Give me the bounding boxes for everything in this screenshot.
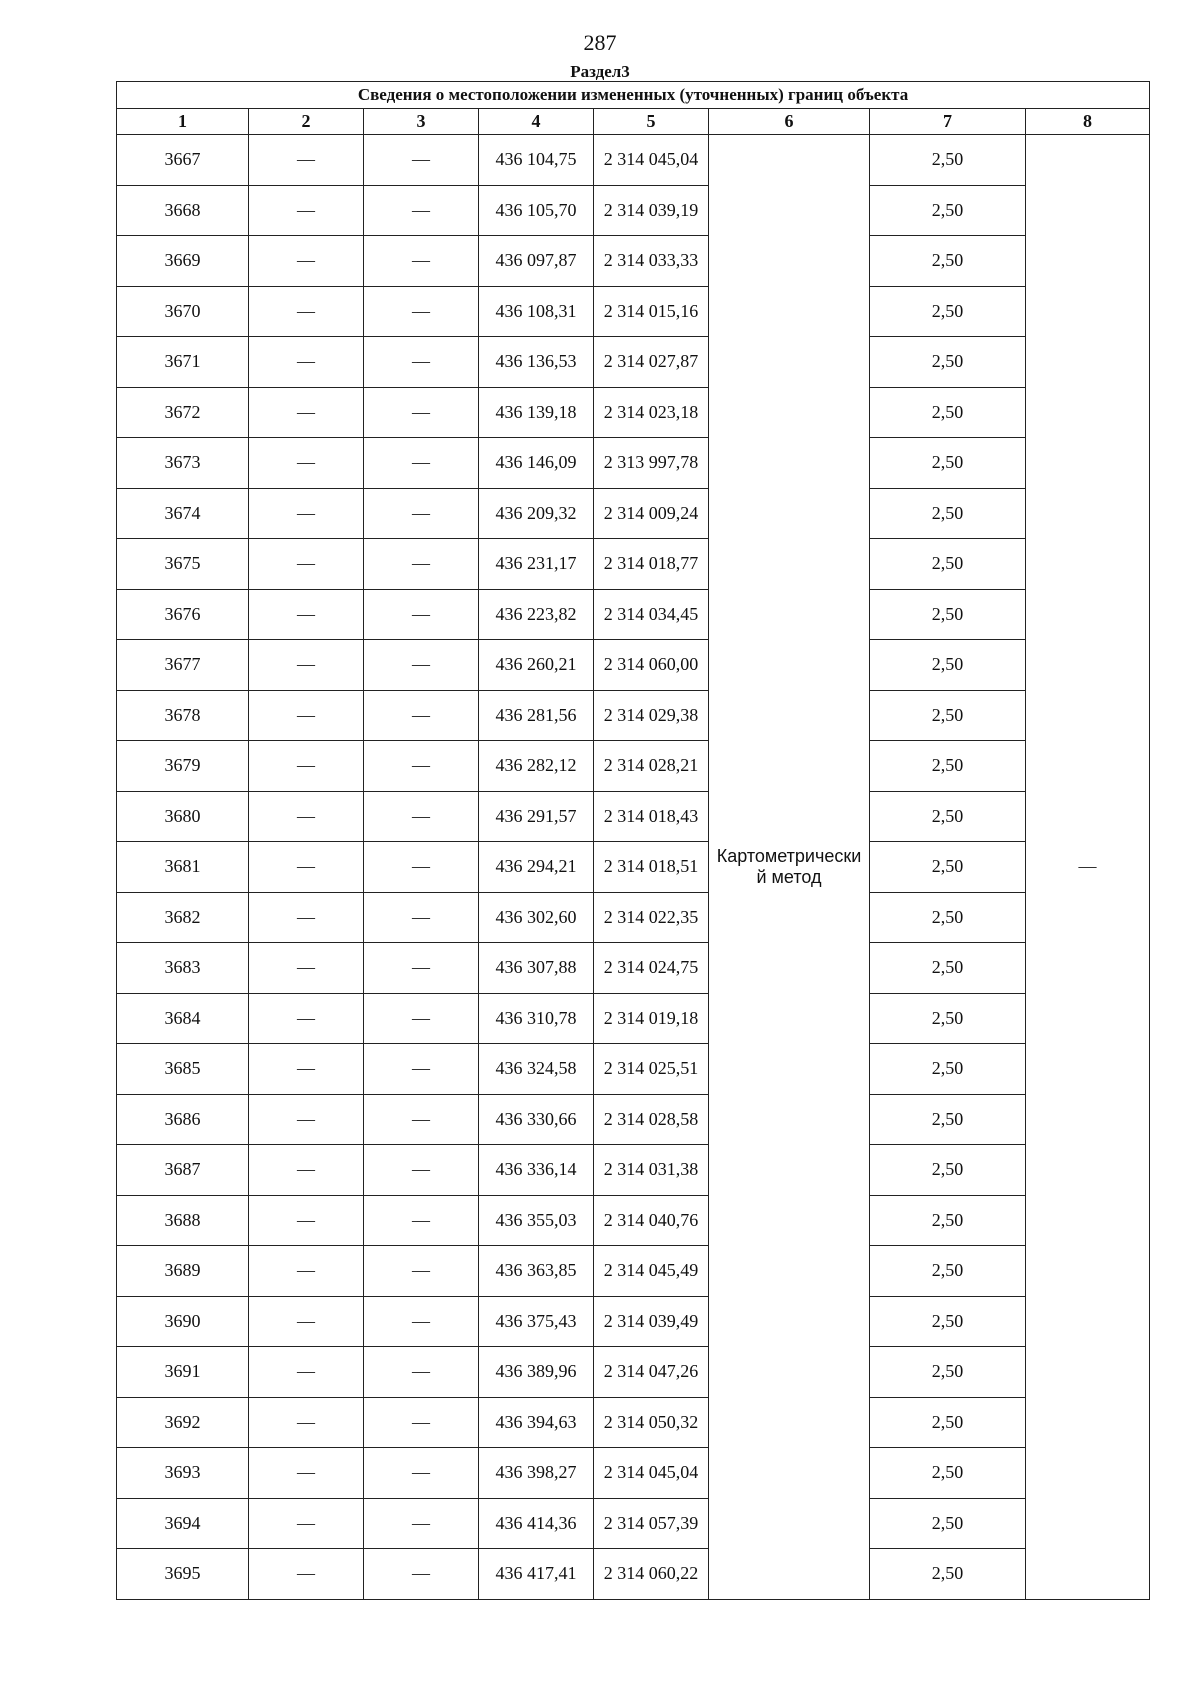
y-coordinate-cell: 2 314 033,33	[594, 236, 709, 287]
column3-cell: —	[364, 236, 479, 287]
table-row	[117, 690, 1150, 741]
column2-cell: —	[249, 1296, 364, 1347]
y-coordinate-cell: 2 314 028,21	[594, 741, 709, 792]
x-coordinate-cell: 436 336,14	[479, 1145, 594, 1196]
column3-cell: —	[364, 1145, 479, 1196]
precision-cell: 2,50	[870, 1296, 1026, 1347]
column-number: 6	[709, 109, 870, 135]
y-coordinate-cell: 2 314 057,39	[594, 1498, 709, 1549]
column2-cell: —	[249, 135, 364, 186]
precision-cell: 2,50	[870, 791, 1026, 842]
point-number-cell: 3670	[117, 286, 249, 337]
column3-cell: —	[364, 286, 479, 337]
column2-cell: —	[249, 690, 364, 741]
table-row	[117, 236, 1150, 287]
precision-cell: 2,50	[870, 1044, 1026, 1095]
table-row	[117, 589, 1150, 640]
column3-cell: —	[364, 1296, 479, 1347]
column2-cell: —	[249, 286, 364, 337]
y-coordinate-cell: 2 314 019,18	[594, 993, 709, 1044]
precision-cell: 2,50	[870, 1094, 1026, 1145]
column3-cell: —	[364, 438, 479, 489]
column8-cell: —	[1026, 135, 1150, 1600]
x-coordinate-cell: 436 375,43	[479, 1296, 594, 1347]
column2-cell: —	[249, 842, 364, 893]
precision-cell: 2,50	[870, 1145, 1026, 1196]
y-coordinate-cell: 2 314 028,58	[594, 1094, 709, 1145]
table-row	[117, 1094, 1150, 1145]
y-coordinate-cell: 2 314 022,35	[594, 892, 709, 943]
column-number: 3	[364, 109, 479, 135]
table-row	[117, 842, 1150, 893]
column2-cell: —	[249, 337, 364, 388]
x-coordinate-cell: 436 139,18	[479, 387, 594, 438]
column-number: 4	[479, 109, 594, 135]
column2-cell: —	[249, 1145, 364, 1196]
precision-cell: 2,50	[870, 842, 1026, 893]
point-number-cell: 3689	[117, 1246, 249, 1297]
column3-cell: —	[364, 1397, 479, 1448]
point-number-cell: 3688	[117, 1195, 249, 1246]
column-number-row	[117, 109, 1150, 135]
point-number-cell: 3684	[117, 993, 249, 1044]
precision-cell: 2,50	[870, 286, 1026, 337]
column3-cell: —	[364, 589, 479, 640]
table-row	[117, 387, 1150, 438]
point-number-cell: 3685	[117, 1044, 249, 1095]
point-number-cell: 3686	[117, 1094, 249, 1145]
table-row	[117, 286, 1150, 337]
x-coordinate-cell: 436 294,21	[479, 842, 594, 893]
table-row	[117, 185, 1150, 236]
column3-cell: —	[364, 337, 479, 388]
column2-cell: —	[249, 892, 364, 943]
x-coordinate-cell: 436 231,17	[479, 539, 594, 590]
x-coordinate-cell: 436 394,63	[479, 1397, 594, 1448]
column-number: 8	[1026, 109, 1150, 135]
point-number-cell: 3668	[117, 185, 249, 236]
table-row	[117, 1246, 1150, 1297]
column3-cell: —	[364, 135, 479, 186]
y-coordinate-cell: 2 314 060,00	[594, 640, 709, 691]
column3-cell: —	[364, 539, 479, 590]
point-number-cell: 3674	[117, 488, 249, 539]
table-caption: Сведения о местоположении измененных (уточненных) границ объекта	[117, 82, 1150, 109]
column3-cell: —	[364, 943, 479, 994]
column2-cell: —	[249, 1044, 364, 1095]
x-coordinate-cell: 436 307,88	[479, 943, 594, 994]
precision-cell: 2,50	[870, 892, 1026, 943]
table-row	[117, 1448, 1150, 1499]
column2-cell: —	[249, 741, 364, 792]
table-row	[117, 741, 1150, 792]
y-coordinate-cell: 2 314 025,51	[594, 1044, 709, 1095]
precision-cell: 2,50	[870, 438, 1026, 489]
column3-cell: —	[364, 1498, 479, 1549]
column2-cell: —	[249, 1347, 364, 1398]
table-row	[117, 892, 1150, 943]
column-number: 2	[249, 109, 364, 135]
y-coordinate-cell: 2 314 029,38	[594, 690, 709, 741]
precision-cell: 2,50	[870, 640, 1026, 691]
x-coordinate-cell: 436 389,96	[479, 1347, 594, 1398]
column2-cell: —	[249, 488, 364, 539]
x-coordinate-cell: 436 281,56	[479, 690, 594, 741]
table-row	[117, 993, 1150, 1044]
point-number-cell: 3677	[117, 640, 249, 691]
y-coordinate-cell: 2 314 050,32	[594, 1397, 709, 1448]
x-coordinate-cell: 436 108,31	[479, 286, 594, 337]
x-coordinate-cell: 436 105,70	[479, 185, 594, 236]
column2-cell: —	[249, 791, 364, 842]
y-coordinate-cell: 2 314 023,18	[594, 387, 709, 438]
column3-cell: —	[364, 690, 479, 741]
table-body	[117, 135, 1150, 1600]
column2-cell: —	[249, 640, 364, 691]
y-coordinate-cell: 2 314 045,49	[594, 1246, 709, 1297]
table-row	[117, 1044, 1150, 1095]
point-number-cell: 3681	[117, 842, 249, 893]
point-number-cell: 3671	[117, 337, 249, 388]
column3-cell: —	[364, 1246, 479, 1297]
y-coordinate-cell: 2 314 040,76	[594, 1195, 709, 1246]
point-number-cell: 3683	[117, 943, 249, 994]
table-row	[117, 1195, 1150, 1246]
point-number-cell: 3694	[117, 1498, 249, 1549]
column2-cell: —	[249, 387, 364, 438]
x-coordinate-cell: 436 209,32	[479, 488, 594, 539]
table-row	[117, 1397, 1150, 1448]
column2-cell: —	[249, 236, 364, 287]
point-number-cell: 3678	[117, 690, 249, 741]
precision-cell: 2,50	[870, 135, 1026, 186]
column2-cell: —	[249, 1094, 364, 1145]
column2-cell: —	[249, 1195, 364, 1246]
precision-cell: 2,50	[870, 1397, 1026, 1448]
y-coordinate-cell: 2 314 039,19	[594, 185, 709, 236]
y-coordinate-cell: 2 314 047,26	[594, 1347, 709, 1398]
x-coordinate-cell: 436 417,41	[479, 1549, 594, 1600]
precision-cell: 2,50	[870, 1549, 1026, 1600]
x-coordinate-cell: 436 146,09	[479, 438, 594, 489]
y-coordinate-cell: 2 314 039,49	[594, 1296, 709, 1347]
precision-cell: 2,50	[870, 539, 1026, 590]
y-coordinate-cell: 2 314 060,22	[594, 1549, 709, 1600]
column3-cell: —	[364, 1044, 479, 1095]
table-row	[117, 438, 1150, 489]
table-row	[117, 943, 1150, 994]
x-coordinate-cell: 436 291,57	[479, 791, 594, 842]
column3-cell: —	[364, 488, 479, 539]
x-coordinate-cell: 436 324,58	[479, 1044, 594, 1095]
table-caption-row	[117, 82, 1150, 109]
precision-cell: 2,50	[870, 1498, 1026, 1549]
y-coordinate-cell: 2 314 018,51	[594, 842, 709, 893]
table-row	[117, 1145, 1150, 1196]
x-coordinate-cell: 436 223,82	[479, 589, 594, 640]
page-number: 287	[583, 30, 617, 55]
point-number-cell: 3693	[117, 1448, 249, 1499]
precision-cell: 2,50	[870, 1246, 1026, 1297]
precision-cell: 2,50	[870, 185, 1026, 236]
point-number-cell: 3680	[117, 791, 249, 842]
y-coordinate-cell: 2 314 031,38	[594, 1145, 709, 1196]
point-number-cell: 3672	[117, 387, 249, 438]
point-number-cell: 3682	[117, 892, 249, 943]
point-number-cell: 3676	[117, 589, 249, 640]
column-number: 1	[117, 109, 249, 135]
y-coordinate-cell: 2 314 018,77	[594, 539, 709, 590]
x-coordinate-cell: 436 282,12	[479, 741, 594, 792]
column2-cell: —	[249, 185, 364, 236]
y-coordinate-cell: 2 314 024,75	[594, 943, 709, 994]
column2-cell: —	[249, 943, 364, 994]
y-coordinate-cell: 2 314 045,04	[594, 135, 709, 186]
column2-cell: —	[249, 1397, 364, 1448]
column2-cell: —	[249, 539, 364, 590]
precision-cell: 2,50	[870, 589, 1026, 640]
point-number-cell: 3690	[117, 1296, 249, 1347]
column3-cell: —	[364, 640, 479, 691]
column-number: 5	[594, 109, 709, 135]
table-row	[117, 539, 1150, 590]
point-number-cell: 3695	[117, 1549, 249, 1600]
x-coordinate-cell: 436 330,66	[479, 1094, 594, 1145]
column3-cell: —	[364, 1448, 479, 1499]
point-number-cell: 3691	[117, 1347, 249, 1398]
coordinates-table	[116, 81, 1150, 1600]
precision-cell: 2,50	[870, 1347, 1026, 1398]
x-coordinate-cell: 436 136,53	[479, 337, 594, 388]
x-coordinate-cell: 436 355,03	[479, 1195, 594, 1246]
column2-cell: —	[249, 1448, 364, 1499]
table-row	[117, 1296, 1150, 1347]
column2-cell: —	[249, 1498, 364, 1549]
point-number-cell: 3673	[117, 438, 249, 489]
column3-cell: —	[364, 1347, 479, 1398]
column3-cell: —	[364, 791, 479, 842]
precision-cell: 2,50	[870, 690, 1026, 741]
x-coordinate-cell: 436 398,27	[479, 1448, 594, 1499]
x-coordinate-cell: 436 260,21	[479, 640, 594, 691]
precision-cell: 2,50	[870, 488, 1026, 539]
table-row	[117, 488, 1150, 539]
point-number-cell: 3687	[117, 1145, 249, 1196]
method-cell: Картометрически й метод	[709, 135, 870, 1600]
y-coordinate-cell: 2 313 997,78	[594, 438, 709, 489]
x-coordinate-cell: 436 302,60	[479, 892, 594, 943]
point-number-cell: 3667	[117, 135, 249, 186]
precision-cell: 2,50	[870, 993, 1026, 1044]
y-coordinate-cell: 2 314 027,87	[594, 337, 709, 388]
point-number-cell: 3669	[117, 236, 249, 287]
x-coordinate-cell: 436 414,36	[479, 1498, 594, 1549]
x-coordinate-cell: 436 310,78	[479, 993, 594, 1044]
table-row	[117, 1498, 1150, 1549]
point-number-cell: 3679	[117, 741, 249, 792]
y-coordinate-cell: 2 314 045,04	[594, 1448, 709, 1499]
column3-cell: —	[364, 1094, 479, 1145]
column-number: 7	[870, 109, 1026, 135]
point-number-cell: 3692	[117, 1397, 249, 1448]
column3-cell: —	[364, 892, 479, 943]
table-row	[117, 337, 1150, 388]
precision-cell: 2,50	[870, 1195, 1026, 1246]
table-row	[117, 135, 1150, 186]
precision-cell: 2,50	[870, 337, 1026, 388]
column2-cell: —	[249, 993, 364, 1044]
column2-cell: —	[249, 589, 364, 640]
column2-cell: —	[249, 1246, 364, 1297]
precision-cell: 2,50	[870, 387, 1026, 438]
y-coordinate-cell: 2 314 018,43	[594, 791, 709, 842]
y-coordinate-cell: 2 314 034,45	[594, 589, 709, 640]
section-title: Раздел3	[570, 62, 630, 81]
y-coordinate-cell: 2 314 009,24	[594, 488, 709, 539]
y-coordinate-cell: 2 314 015,16	[594, 286, 709, 337]
table-row	[117, 640, 1150, 691]
column3-cell: —	[364, 1549, 479, 1600]
column3-cell: —	[364, 741, 479, 792]
table-row	[117, 1549, 1150, 1600]
column2-cell: —	[249, 438, 364, 489]
column3-cell: —	[364, 185, 479, 236]
x-coordinate-cell: 436 104,75	[479, 135, 594, 186]
x-coordinate-cell: 436 363,85	[479, 1246, 594, 1297]
column3-cell: —	[364, 842, 479, 893]
column3-cell: —	[364, 1195, 479, 1246]
precision-cell: 2,50	[870, 943, 1026, 994]
point-number-cell: 3675	[117, 539, 249, 590]
table-row	[117, 791, 1150, 842]
column3-cell: —	[364, 387, 479, 438]
precision-cell: 2,50	[870, 1448, 1026, 1499]
column3-cell: —	[364, 993, 479, 1044]
x-coordinate-cell: 436 097,87	[479, 236, 594, 287]
precision-cell: 2,50	[870, 741, 1026, 792]
table-row	[117, 1347, 1150, 1398]
column2-cell: —	[249, 1549, 364, 1600]
precision-cell: 2,50	[870, 236, 1026, 287]
